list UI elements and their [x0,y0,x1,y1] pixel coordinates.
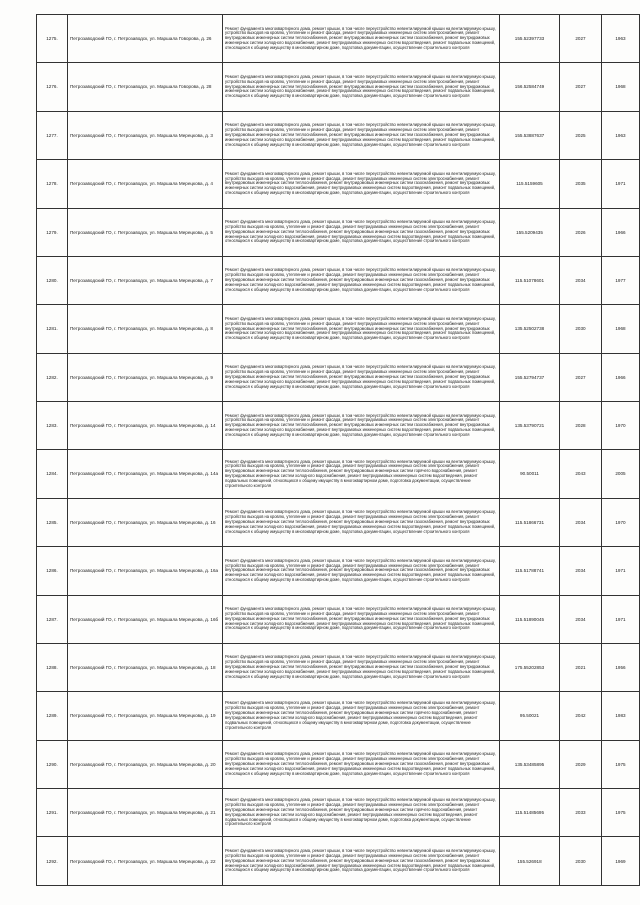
planned-year-cell: 2028 [560,402,602,450]
address-cell: Петрозаводский ГО, г. Петрозаводск, ул. Маршала Говорова, д. 26 [68,15,223,63]
works-cell: Ремонт фундамента многоквартирного дома, ремонт крыши, в том числе переустройство невентилируемой крыши на вентилируемую крышу, устройство выходов на кровлю, утепление и ремонт фасада, ремонт внутридомовых инженерных систем электроснабжения, ремонт внутридомовых инженерных систем теплоснабжения, ремонт внутридомовых инженерных систем газоснабжения, ремонт внутридомовых инженерных систем холодного водоснабжения, ремонт внутридомовых инженерных систем водоотведения, ремонт подвальных помещений, относящихся к общему имуществу в многоквартирном доме, подготовка документации, осуществление строительного контроля [223,837,500,886]
planned-year-cell: 2025 [560,111,602,159]
planned-year-cell: 2030 [560,837,602,886]
build-year-cell: 2005 [602,450,640,498]
planned-year-cell: 2027 [560,15,602,63]
planned-year-cell: 2021 [560,643,602,691]
address-cell: Петрозаводский ГО, г. Петрозаводск, ул. Маршала Мерецкова, д. 20 [68,740,223,788]
works-cell: Ремонт фундамента многоквартирного дома, ремонт крыши, в том числе переустройство невентилируемой крыши на вентилируемую крышу, устройство выходов на кровлю, утепление и ремонт фасада, ремонт внутридомовых инженерных систем электроснабжения, ремонт внутридомовых инженерных систем теплоснабжения, ремонт внутридомовых инженерных систем газоснабжения, ремонт внутридомовых инженерных систем холодного водоснабжения, ремонт внутридомовых инженерных систем водоотведения, ремонт подвальных помещений, относящихся к общему имуществу в многоквартирном доме, подготовка документации, осуществление строительного контроля [223,643,500,691]
works-cell: Ремонт фундамента многоквартирного дома, ремонт крыши, в том числе переустройство невентилируемой крыши на вентилируемую крышу, устройство выходов на кровлю, утепление и ремонт фасада, ремонт внутридомовых инженерных систем электроснабжения, ремонт внутридомовых инженерных систем теплоснабжения, ремонт внутридомовых инженерных систем газоснабжения, ремонт внутридомовых инженерных систем холодного водоснабжения, ремонт внутридомовых инженерных систем водоотведения, ремонт подвальных помещений, относящихся к общему имуществу в многоквартирном доме, подготовка документации, осуществление строительного контроля [223,256,500,304]
row-number: 1282. [37,353,68,401]
works-cell: Ремонт фундамента многоквартирного дома, ремонт крыши, в том числе переустройство невентилируемой крыши на вентилируемую крышу, устройство выходов на кровлю, утепление и ремонт фасада, ремонт внутридомовых инженерных систем электроснабжения, ремонт внутридомовых инженерных систем теплоснабжения, ремонт внутридомовых инженерных систем газоснабжения, ремонт внутридомовых инженерных систем холодного водоснабжения, ремонт внутридомовых инженерных систем водоотведения, ремонт подвальных помещений, относящихся к общему имуществу в многоквартирном доме, подготовка документации, осуществление строительного контроля [223,305,500,353]
cost-cell: 115.5159605 [500,160,560,208]
works-cell: Ремонт фундамента многоквартирного дома, ремонт крыши, в том числе переустройство невентилируемой крыши на вентилируемую крышу, устройство выходов на кровлю, утепление и ремонт фасада, ремонт внутридомовых инженерных систем электроснабжения, ремонт внутридомовых инженерных систем теплоснабжения, ремонт внутридомовых инженерных систем газоснабжения, ремонт внутридомовых инженерных систем холодного водоснабжения, ремонт внутридомовых инженерных систем водоотведения, ремонт подвальных помещений, относящихся к общему имуществу в многоквартирном доме, подготовка документации, осуществление строительного контроля [223,160,500,208]
planned-year-cell: 2034 [560,498,602,546]
build-year-cell: 1970 [602,402,640,450]
address-cell: Петрозаводский ГО, г. Петрозаводск, ул. Маршала Мерецкова, д. 21 [68,789,223,837]
row-number: 1275. [37,15,68,63]
build-year-cell: 1956 [602,643,640,691]
address-cell: Петрозаводский ГО, г. Петрозаводск, ул. Маршала Мерецкова, д. 16б [68,595,223,643]
cost-cell: 95.50021 [500,692,560,740]
table-row [37,595,640,643]
build-year-cell: 1963 [602,15,640,63]
planned-year-cell: 2027 [560,63,602,111]
address-cell: Петрозаводский ГО, г. Петрозаводск, ул. Маршала Говорова, д. 28 [68,63,223,111]
cost-cell: 155.5209435 [500,208,560,256]
row-number: 1277. [37,111,68,159]
works-cell: Ремонт фундамента многоквартирного дома, ремонт крыши, в том числе переустройство невентилируемой крыши на вентилируемую крышу, устройство выходов на кровлю, утепление и ремонт фасада, ремонт внутридомовых инженерных систем электроснабжения, ремонт внутридомовых инженерных систем теплоснабжения, ремонт внутридомовых инженерных систем газоснабжения, ремонт внутридомовых инженерных систем холодного водоснабжения, ремонт внутридомовых инженерных систем водоотведения, ремонт подвальных помещений, относящихся к общему имуществу в многоквартирном доме, подготовка документации, осуществление строительного контроля [223,111,500,159]
table-row [37,208,640,256]
table-row [37,353,640,401]
build-year-cell: 1971 [602,160,640,208]
planned-year-cell: 2043 [560,450,602,498]
build-year-cell: 1966 [602,353,640,401]
cost-cell: 90.50011 [500,450,560,498]
address-cell: Петрозаводский ГО, г. Петрозаводск, ул. Маршала Мерецкова, д. 14 [68,402,223,450]
table-row [37,450,640,498]
build-year-cell: 1968 [602,63,640,111]
build-year-cell: 1970 [602,498,640,546]
address-cell: Петрозаводский ГО, г. Петрозаводск, ул. Маршала Мерецкова, д. 19 [68,692,223,740]
table-body [37,15,640,886]
works-cell: Ремонт фундамента многоквартирного дома, ремонт крыши, в том числе переустройство невентилируемой крыши на вентилируемую крышу, устройство выходов на кровлю, утепление и ремонт фасада, ремонт внутридомовых инженерных систем электроснабжения, ремонт внутридомовых инженерных систем теплоснабжения, ремонт внутридомовых инженерных систем газоснабжения, ремонт внутридомовых инженерных систем холодного водоснабжения, ремонт внутридомовых инженерных систем водоотведения, ремонт подвальных помещений, относящихся к общему имуществу в многоквартирном доме, подготовка документации, осуществление строительного контроля [223,498,500,546]
planned-year-cell: 2034 [560,547,602,595]
table-row [37,692,640,740]
row-number: 1292. [37,837,68,886]
planned-year-cell: 2027 [560,353,602,401]
row-number: 1285. [37,498,68,546]
build-year-cell: 1966 [602,208,640,256]
table-row [37,63,640,111]
works-cell: Ремонт фундамента многоквартирного дома, ремонт крыши, в том числе переустройство невентилируемой крыши на вентилируемую крышу, устройство выходов на кровлю, утепление и ремонт фасада, ремонт внутридомовых инженерных систем электроснабжения, ремонт внутридомовых инженерных систем теплоснабжения, ремонт внутридомовых инженерных систем газоснабжения, ремонт внутридомовых инженерных систем холодного водоснабжения, ремонт внутридомовых инженерных систем водоотведения, ремонт подвальных помещений, относящихся к общему имуществу в многоквартирном доме, подготовка документации, осуществление строительного контроля [223,208,500,256]
address-cell: Петрозаводский ГО, г. Петрозаводск, ул. Маршала Мерецкова, д. 22 [68,837,223,886]
works-cell: Ремонт фундамента многоквартирного дома, ремонт крыши, в том числе переустройство невентилируемой крыши на вентилируемую крышу, устройство выходов на кровлю, утепление и ремонт фасада, ремонт внутридомовых инженерных систем электроснабжения, ремонт внутридомовых инженерных систем теплоснабжения, ремонт внутридомовых инженерных систем газоснабжения, ремонт внутридомовых инженерных систем холодного водоснабжения, ремонт внутридомовых инженерных систем водоотведения, ремонт подвальных помещений, относящихся к общему имуществу в многоквартирном доме, подготовка документации, осуществление строительного контроля [223,740,500,788]
row-number: 1284. [37,450,68,498]
planned-year-cell: 2035 [560,160,602,208]
cost-cell: 155.526918 [500,837,560,886]
planned-year-cell: 2029 [560,740,602,788]
works-cell: Ремонт фундамента многоквартирного дома, ремонт крыши, в том числе переустройство невентилируемой крыши на вентилируемую крышу, устройство выходов на кровлю, утепление и ремонт фасада, ремонт внутридомовых инженерных систем электроснабжения, ремонт внутридомовых инженерных систем теплоснабжения, ремонт внутридомовых инженерных систем газоснабжения, ремонт внутридомовых инженерных систем холодного водоснабжения, ремонт внутридомовых инженерных систем водоотведения, ремонт подвальных помещений, относящихся к общему имуществу в многоквартирном доме, подготовка документации, осуществление строительного контроля [223,595,500,643]
table-row [37,498,640,546]
address-cell: Петрозаводский ГО, г. Петрозаводск, ул. Маршала Мерецкова, д. 18 [68,643,223,691]
build-year-cell: 1975 [602,740,640,788]
row-number: 1286. [37,547,68,595]
row-number: 1276. [37,63,68,111]
table-row [37,256,640,304]
build-year-cell: 1977 [602,256,640,304]
cost-cell: 135.53485895 [500,740,560,788]
works-cell: Ремонт фундамента многоквартирного дома, ремонт крыши, в том числе переустройство невентилируемой крыши на вентилируемую крышу, устройство выходов на кровлю, утепление и ремонт фасада, ремонт внутридомовых инженерных систем электроснабжения, ремонт внутридомовых инженерных систем теплоснабжения, ремонт внутридомовых инженерных систем газоснабжения, ремонт внутридомовых инженерных систем холодного водоснабжения, ремонт внутридомовых инженерных систем водоотведения, ремонт подвальных помещений, относящихся к общему имуществу в многоквартирном доме, подготовка документации, осуществление строительного контроля [223,15,500,63]
build-year-cell: 1971 [602,595,640,643]
table-row [37,402,640,450]
cost-cell: 115.51788741 [500,547,560,595]
build-year-cell: 1969 [602,837,640,886]
table-row [37,643,640,691]
planned-year-cell: 2034 [560,256,602,304]
row-number: 1283. [37,402,68,450]
address-cell: Петрозаводский ГО, г. Петрозаводск, ул. Маршала Мерецкова, д. 7 [68,256,223,304]
table-row [37,160,640,208]
address-cell: Петрозаводский ГО, г. Петрозаводск, ул. Маршала Мерецкова, д. 8 [68,305,223,353]
table-row [37,15,640,63]
row-number: 1291. [37,789,68,837]
row-number: 1279. [37,208,68,256]
table-row [37,111,640,159]
table-row [37,305,640,353]
cost-cell: 115.51866731 [500,498,560,546]
planned-year-cell: 2034 [560,595,602,643]
works-cell: Ремонт фундамента многоквартирного дома, ремонт крыши, в том числе переустройство невентилируемой крыши на вентилируемую крышу, устройство выходов на кровлю, утепление и ремонт фасада, ремонт внутридомовых инженерных систем электроснабжения, ремонт внутридомовых инженерных систем теплоснабжения, ремонт внутридомовых инженерных систем газоснабжения, ремонт внутридомовых инженерных систем холодного водоснабжения, ремонт внутридомовых инженерных систем водоотведения, ремонт подвальных помещений, относящихся к общему имуществу в многоквартирном доме, подготовка документации, осуществление строительного контроля [223,63,500,111]
cost-cell: 175.55202853 [500,643,560,691]
build-year-cell: 1983 [602,692,640,740]
works-cell: Ремонт фундамента многоквартирного дома, ремонт крыши, в том числе переустройство невентилируемой крыши на вентилируемую крышу, устройство выходов на кровлю, утепление и ремонт фасада, ремонт внутридомовых инженерных систем электроснабжения, ремонт внутридомовых инженерных систем теплоснабжения, ремонт внутридомовых инженерных систем газоснабжения, ремонт внутридомовых инженерных систем холодного водоснабжения, ремонт внутридомовых инженерных систем водоотведения, ремонт подвальных помещений, относящихся к общему имуществу в многоквартирном доме, подготовка документации, осуществление строительного контроля [223,402,500,450]
works-cell: Ремонт фундамента многоквартирного дома, ремонт крыши, в том числе переустройство невентилируемой крыши на вентилируемую крышу, устройство выходов на кровлю, утепление и ремонт фасада, ремонт внутридомовых инженерных систем электроснабжения, ремонт внутридомовых инженерных систем теплоснабжения, ремонт внутридомовых инженерных систем горячего водоснабжения, ремонт внутридомовых инженерных систем холодного водоснабжения, ремонт внутридомовых инженерных систем водоотведения, ремонт подвальных помещений, относящихся к общему имуществу в многоквартирном доме, подготовка документации, осуществление строительного контроля [223,450,500,498]
cost-cell: 155.53887637 [500,111,560,159]
address-cell: Петрозаводский ГО, г. Петрозаводск, ул. Маршала Мерецкова, д. 5 [68,208,223,256]
build-year-cell: 1975 [602,789,640,837]
address-cell: Петрозаводский ГО, г. Петрозаводск, ул. Маршала Мерецкова, д. 9 [68,353,223,401]
row-number: 1280. [37,256,68,304]
works-cell: Ремонт фундамента многоквартирного дома, ремонт крыши, в том числе переустройство невентилируемой крыши на вентилируемую крышу, устройство выходов на кровлю, утепление и ремонт фасада, ремонт внутридомовых инженерных систем электроснабжения, ремонт внутридомовых инженерных систем теплоснабжения, ремонт внутридомовых инженерных систем горячего водоснабжения, ремонт внутридомовых инженерных систем холодного водоснабжения, ремонт внутридомовых инженерных систем водоотведения, ремонт подвальных помещений, относящихся к общему имуществу в многоквартирном доме, подготовка документации, осуществление строительного контроля [223,789,500,837]
address-cell: Петрозаводский ГО, г. Петрозаводск, ул. Маршала Мерецкова, д. 14а [68,450,223,498]
table-row [37,740,640,788]
cost-cell: 155.52397733 [500,15,560,63]
row-number: 1288. [37,643,68,691]
address-cell: Петрозаводский ГО, г. Петрозаводск, ул. Маршала Мерецкова, д. 16 [68,498,223,546]
table-row [37,789,640,837]
cost-cell: 135.52502738 [500,305,560,353]
row-number: 1278. [37,160,68,208]
cost-cell: 155.52794737 [500,353,560,401]
buildings-repair-table [36,14,640,886]
cost-cell: 115.51890045 [500,595,560,643]
table-row [37,547,640,595]
build-year-cell: 1963 [602,111,640,159]
works-cell: Ремонт фундамента многоквартирного дома, ремонт крыши, в том числе переустройство невентилируемой крыши на вентилируемую крышу, устройство выходов на кровлю, утепление и ремонт фасада, ремонт внутридомовых инженерных систем электроснабжения, ремонт внутридомовых инженерных систем теплоснабжения, ремонт внутридомовых инженерных систем горячего водоснабжения, ремонт внутридомовых инженерных систем холодного водоснабжения, ремонт внутридомовых инженерных систем водоотведения, ремонт подвальных помещений, относящихся к общему имуществу в многоквартирном доме, подготовка документации, осуществление строительного контроля [223,692,500,740]
cost-cell: 156.52584749 [500,63,560,111]
planned-year-cell: 2026 [560,208,602,256]
planned-year-cell: 2042 [560,692,602,740]
cost-cell: 115.51078601 [500,256,560,304]
row-number: 1289. [37,692,68,740]
table-row [37,837,640,886]
works-cell: Ремонт фундамента многоквартирного дома, ремонт крыши, в том числе переустройство невентилируемой крыши на вентилируемую крышу, устройство выходов на кровлю, утепление и ремонт фасада, ремонт внутридомовых инженерных систем электроснабжения, ремонт внутридомовых инженерных систем теплоснабжения, ремонт внутридомовых инженерных систем газоснабжения, ремонт внутридомовых инженерных систем холодного водоснабжения, ремонт внутридомовых инженерных систем водоотведения, ремонт подвальных помещений, относящихся к общему имуществу в многоквартирном доме, подготовка документации, осуществление строительного контроля [223,547,500,595]
address-cell: Петрозаводский ГО, г. Петрозаводск, ул. Маршала Мерецкова, д. 4 [68,160,223,208]
cost-cell: 115.51485695 [500,789,560,837]
address-cell: Петрозаводский ГО, г. Петрозаводск, ул. Маршала Мерецкова, д. 3 [68,111,223,159]
planned-year-cell: 2030 [560,305,602,353]
planned-year-cell: 2033 [560,789,602,837]
build-year-cell: 1968 [602,305,640,353]
cost-cell: 135.53790721 [500,402,560,450]
row-number: 1287. [37,595,68,643]
works-cell: Ремонт фундамента многоквартирного дома, ремонт крыши, в том числе переустройство невентилируемой крыши на вентилируемую крышу, устройство выходов на кровлю, утепление и ремонт фасада, ремонт внутридомовых инженерных систем электроснабжения, ремонт внутридомовых инженерных систем теплоснабжения, ремонт внутридомовых инженерных систем газоснабжения, ремонт внутридомовых инженерных систем холодного водоснабжения, ремонт внутридомовых инженерных систем водоотведения, ремонт подвальных помещений, относящихся к общему имуществу в многоквартирном доме, подготовка документации, осуществление строительного контроля [223,353,500,401]
build-year-cell: 1971 [602,547,640,595]
address-cell: Петрозаводский ГО, г. Петрозаводск, ул. Маршала Мерецкова, д. 16а [68,547,223,595]
row-number: 1290. [37,740,68,788]
row-number: 1281. [37,305,68,353]
